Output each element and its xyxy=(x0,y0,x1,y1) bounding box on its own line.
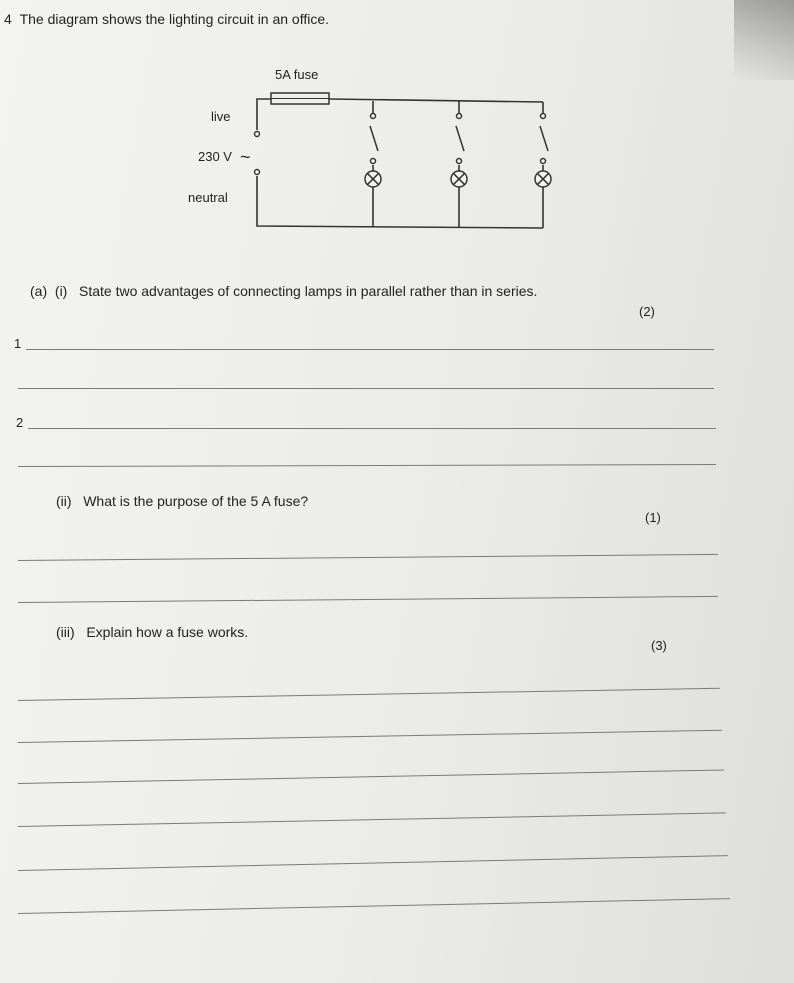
answer-line[interactable] xyxy=(18,388,714,389)
part-ii-label: (ii) xyxy=(56,493,72,509)
ac-symbol: ~ xyxy=(240,147,251,167)
question-number: 4 xyxy=(4,11,12,27)
answer-line-2-number: 2 xyxy=(16,415,24,430)
answer-line[interactable] xyxy=(18,554,718,561)
question-a-ii xyxy=(56,493,308,509)
switch-2 xyxy=(456,114,464,164)
lamp-1-icon xyxy=(365,171,381,187)
question-a-iii-text: Explain how a fuse works. xyxy=(86,624,249,640)
switch-1 xyxy=(370,114,378,164)
part-a-label: (a) xyxy=(30,283,48,299)
answer-line[interactable] xyxy=(26,349,714,350)
answer-line[interactable] xyxy=(18,769,724,784)
lamp-3-icon xyxy=(535,171,551,187)
answer-line-1-number: 1 xyxy=(14,336,22,351)
neutral-label: neutral xyxy=(188,190,228,205)
fuse-label: 5A fuse xyxy=(275,67,319,82)
marks-a-iii: (3) xyxy=(651,638,667,653)
question-a-i-text: State two advantages of connecting lamps in parallel rather than in series. xyxy=(79,283,538,299)
question-intro-text: The diagram shows the lighting circuit in an office. xyxy=(19,11,330,27)
answer-line[interactable] xyxy=(18,688,720,701)
marks-a-ii: (1) xyxy=(645,510,661,525)
lighting-circuit-diagram xyxy=(0,0,794,300)
switch-3 xyxy=(540,114,548,164)
marks-a-i: (2) xyxy=(639,304,655,319)
answer-line[interactable] xyxy=(18,596,718,603)
live-label: live xyxy=(211,109,231,124)
supply-terminals xyxy=(255,132,260,175)
part-i-label: (i) xyxy=(54,283,68,299)
answer-line[interactable] xyxy=(18,898,730,914)
question-a-i xyxy=(30,283,537,299)
answer-line[interactable] xyxy=(18,855,728,871)
lamp-2-icon xyxy=(451,171,467,187)
question-a-ii-text: What is the purpose of the 5 A fuse? xyxy=(83,493,309,509)
part-iii-label: (iii) xyxy=(56,624,75,640)
circuit-wires xyxy=(257,99,543,228)
voltage-label: 230 V xyxy=(198,149,232,164)
answer-line[interactable] xyxy=(28,428,716,429)
question-a-iii xyxy=(56,624,248,640)
answer-line[interactable] xyxy=(18,464,716,467)
answer-line[interactable] xyxy=(18,812,726,827)
answer-line[interactable] xyxy=(18,730,722,743)
